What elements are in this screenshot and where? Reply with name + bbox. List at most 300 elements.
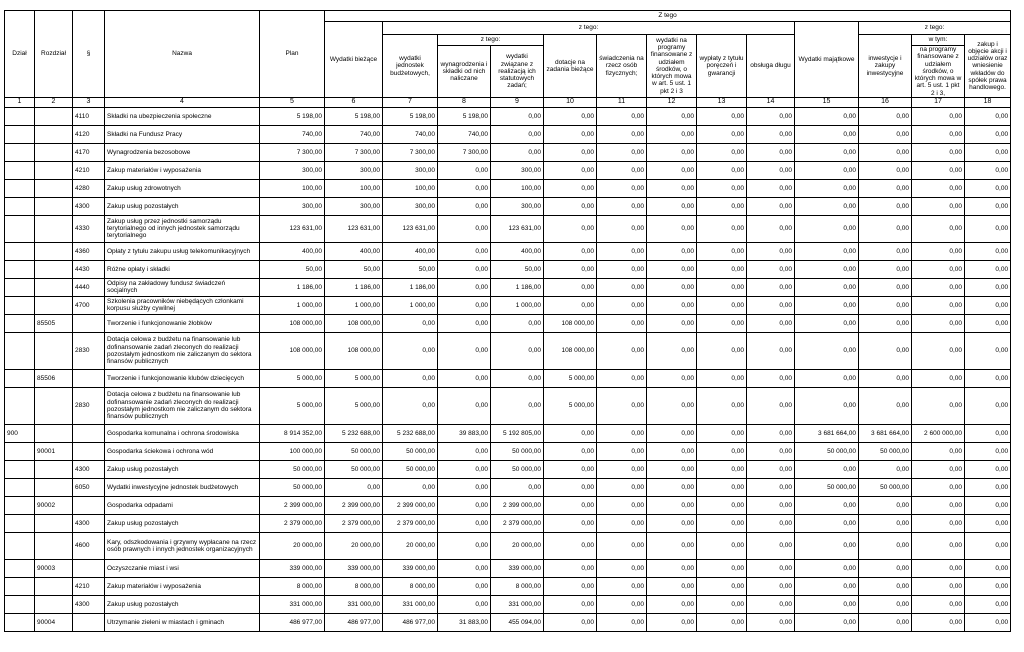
cell-rozdzial [35, 296, 73, 314]
cell-value-col-14: 0,00 [747, 179, 795, 197]
cell-value-col-14: 0,00 [747, 296, 795, 314]
cell-value-col-11: 0,00 [597, 424, 647, 442]
cell-nazwa: Zakup usług pozostałych [105, 460, 260, 478]
column-number: 9 [491, 97, 544, 107]
cell-value-col-7: 740,00 [383, 125, 438, 143]
cell-value-col-17: 0,00 [912, 278, 965, 296]
cell-paragraf: 4110 [73, 107, 105, 125]
cell-rozdzial [35, 332, 73, 369]
cell-value-col-14: 0,00 [747, 577, 795, 595]
cell-value-col-13: 0,00 [697, 314, 747, 332]
cell-value-col-14: 0,00 [747, 613, 795, 631]
cell-dzial [5, 296, 35, 314]
cell-value-col-13: 0,00 [697, 125, 747, 143]
cell-value-col-15: 0,00 [795, 143, 859, 161]
cell-value-col-10: 5 000,00 [544, 387, 597, 424]
table-row [5, 577, 1011, 595]
cell-dzial [5, 514, 35, 532]
cell-nazwa: Zakup usług przez jednostki samorządu terytorialnego od innych jednostek samorządu terytorialnego [105, 215, 260, 242]
cell-value-col-18: 0,00 [965, 613, 1011, 631]
cell-value-col-15: 0,00 [795, 242, 859, 260]
header-wydatki-programy: wydatki na programy finansowane z udziałem środków, o których mowa w art. 5 ust. 1 pkt 2 i 3 [647, 35, 697, 98]
cell-value-col-7: 123 631,00 [383, 215, 438, 242]
cell-value-col-8: 0,00 [438, 532, 491, 559]
cell-value-col-8: 7 300,00 [438, 143, 491, 161]
cell-value-col-11: 0,00 [597, 559, 647, 577]
cell-dzial [5, 143, 35, 161]
cell-dzial [5, 125, 35, 143]
cell-value-col-9: 0,00 [491, 143, 544, 161]
cell-dzial [5, 369, 35, 387]
cell-value-col-16: 0,00 [859, 514, 912, 532]
header-plan: Plan [260, 11, 325, 98]
cell-value-col-7: 20 000,00 [383, 532, 438, 559]
cell-value-col-11: 0,00 [597, 215, 647, 242]
cell-value-col-10: 0,00 [544, 260, 597, 278]
column-number: 5 [260, 97, 325, 107]
cell-value-col-7: 2 399 000,00 [383, 496, 438, 514]
column-number: 17 [912, 97, 965, 107]
cell-value-col-12: 0,00 [647, 215, 697, 242]
cell-nazwa: Kary, odszkodowania i grzywny wypłacane na rzecz osób prawnych i innych jednostek organizacyjnych [105, 532, 260, 559]
cell-value-col-14: 0,00 [747, 424, 795, 442]
cell-value-col-8: 5 198,00 [438, 107, 491, 125]
cell-value-col-16: 0,00 [859, 613, 912, 631]
cell-dzial [5, 215, 35, 242]
cell-value-col-6: 2 379 000,00 [325, 514, 383, 532]
cell-value-col-8: 0,00 [438, 577, 491, 595]
cell-value-col-8: 0,00 [438, 369, 491, 387]
cell-value-col-11: 0,00 [597, 514, 647, 532]
cell-rozdzial [35, 387, 73, 424]
cell-value-col-9: 0,00 [491, 369, 544, 387]
cell-value-col-6: 100,00 [325, 179, 383, 197]
column-number: 2 [35, 97, 73, 107]
cell-value-col-8: 0,00 [438, 332, 491, 369]
column-number: 16 [859, 97, 912, 107]
cell-value-col-12: 0,00 [647, 143, 697, 161]
cell-rozdzial: 90001 [35, 442, 73, 460]
cell-value-col-5: 5 198,00 [260, 107, 325, 125]
cell-value-col-16: 0,00 [859, 595, 912, 613]
cell-value-col-7: 7 300,00 [383, 143, 438, 161]
cell-value-col-18: 0,00 [965, 442, 1011, 460]
cell-dzial [5, 460, 35, 478]
cell-nazwa: Zakup usług zdrowotnych [105, 179, 260, 197]
cell-value-col-14: 0,00 [747, 125, 795, 143]
cell-value-col-13: 0,00 [697, 296, 747, 314]
cell-value-col-8: 0,00 [438, 296, 491, 314]
cell-value-col-5: 20 000,00 [260, 532, 325, 559]
cell-value-col-15: 50 000,00 [795, 442, 859, 460]
cell-value-col-11: 0,00 [597, 478, 647, 496]
cell-value-col-18: 0,00 [965, 314, 1011, 332]
cell-value-col-7: 0,00 [383, 332, 438, 369]
cell-value-col-12: 0,00 [647, 478, 697, 496]
cell-value-col-9: 331 000,00 [491, 595, 544, 613]
cell-value-col-12: 0,00 [647, 442, 697, 460]
cell-value-col-11: 0,00 [597, 107, 647, 125]
cell-value-col-15: 0,00 [795, 296, 859, 314]
cell-value-col-14: 0,00 [747, 478, 795, 496]
cell-value-col-8: 0,00 [438, 514, 491, 532]
cell-value-col-11: 0,00 [597, 242, 647, 260]
cell-value-col-17: 0,00 [912, 496, 965, 514]
cell-value-col-5: 339 000,00 [260, 559, 325, 577]
table-row [5, 278, 1011, 296]
cell-value-col-6: 5 198,00 [325, 107, 383, 125]
cell-rozdzial [35, 179, 73, 197]
cell-value-col-5: 5 000,00 [260, 387, 325, 424]
cell-value-col-12: 0,00 [647, 369, 697, 387]
cell-value-col-13: 0,00 [697, 595, 747, 613]
cell-paragraf [73, 369, 105, 387]
cell-value-col-15: 0,00 [795, 514, 859, 532]
cell-value-col-17: 0,00 [912, 442, 965, 460]
cell-value-col-15: 0,00 [795, 197, 859, 215]
cell-value-col-17: 0,00 [912, 296, 965, 314]
cell-value-col-12: 0,00 [647, 532, 697, 559]
cell-value-col-12: 0,00 [647, 460, 697, 478]
cell-value-col-6: 300,00 [325, 161, 383, 179]
cell-nazwa: Zakup materiałów i wyposażenia [105, 161, 260, 179]
cell-value-col-18: 0,00 [965, 577, 1011, 595]
cell-rozdzial [35, 125, 73, 143]
cell-value-col-18: 0,00 [965, 514, 1011, 532]
cell-nazwa: Utrzymanie zieleni w miastach i gminach [105, 613, 260, 631]
cell-value-col-15: 3 681 664,00 [795, 424, 859, 442]
cell-value-col-14: 0,00 [747, 559, 795, 577]
cell-value-col-18: 0,00 [965, 424, 1011, 442]
cell-value-col-6: 486 977,00 [325, 613, 383, 631]
cell-value-col-12: 0,00 [647, 179, 697, 197]
cell-value-col-15: 0,00 [795, 278, 859, 296]
cell-dzial [5, 332, 35, 369]
cell-value-col-17: 0,00 [912, 532, 965, 559]
cell-value-col-6: 8 000,00 [325, 577, 383, 595]
cell-value-col-7: 5 198,00 [383, 107, 438, 125]
cell-rozdzial [35, 460, 73, 478]
cell-value-col-11: 0,00 [597, 387, 647, 424]
cell-value-col-13: 0,00 [697, 278, 747, 296]
cell-value-col-17: 0,00 [912, 577, 965, 595]
cell-value-col-10: 108 000,00 [544, 314, 597, 332]
cell-value-col-13: 0,00 [697, 107, 747, 125]
cell-dzial: 900 [5, 424, 35, 442]
column-number: 13 [697, 97, 747, 107]
cell-value-col-10: 0,00 [544, 595, 597, 613]
cell-value-col-6: 5 000,00 [325, 387, 383, 424]
cell-value-col-13: 0,00 [697, 613, 747, 631]
cell-value-col-6: 740,00 [325, 125, 383, 143]
cell-value-col-5: 2 399 000,00 [260, 496, 325, 514]
cell-value-col-10: 0,00 [544, 559, 597, 577]
cell-value-col-16: 0,00 [859, 314, 912, 332]
cell-value-col-6: 339 000,00 [325, 559, 383, 577]
cell-value-col-15: 0,00 [795, 107, 859, 125]
cell-value-col-5: 5 000,00 [260, 369, 325, 387]
table-row [5, 197, 1011, 215]
cell-rozdzial: 85505 [35, 314, 73, 332]
cell-nazwa: Zakup usług pozostałych [105, 514, 260, 532]
cell-value-col-8: 0,00 [438, 559, 491, 577]
cell-value-col-13: 0,00 [697, 532, 747, 559]
cell-paragraf: 4360 [73, 242, 105, 260]
header-paragraf: § [73, 11, 105, 98]
cell-value-col-10: 0,00 [544, 215, 597, 242]
cell-value-col-6: 50 000,00 [325, 460, 383, 478]
column-number-row [5, 97, 1011, 107]
cell-value-col-7: 300,00 [383, 197, 438, 215]
cell-value-col-9: 0,00 [491, 314, 544, 332]
cell-value-col-13: 0,00 [697, 442, 747, 460]
cell-value-col-5: 123 631,00 [260, 215, 325, 242]
cell-paragraf: 6050 [73, 478, 105, 496]
cell-value-col-15: 0,00 [795, 215, 859, 242]
cell-dzial [5, 496, 35, 514]
cell-paragraf: 4430 [73, 260, 105, 278]
column-number: 10 [544, 97, 597, 107]
cell-value-col-7: 0,00 [383, 387, 438, 424]
cell-value-col-11: 0,00 [597, 125, 647, 143]
cell-value-col-9: 50,00 [491, 260, 544, 278]
cell-value-col-10: 0,00 [544, 613, 597, 631]
header-rozdzial: Rozdział [35, 11, 73, 98]
cell-value-col-13: 0,00 [697, 514, 747, 532]
cell-value-col-12: 0,00 [647, 613, 697, 631]
header-z-tego-jednostek: z tego: [438, 35, 544, 46]
cell-paragraf: 4210 [73, 577, 105, 595]
cell-value-col-18: 0,00 [965, 532, 1011, 559]
cell-value-col-12: 0,00 [647, 514, 697, 532]
cell-value-col-7: 2 379 000,00 [383, 514, 438, 532]
cell-value-col-16: 0,00 [859, 179, 912, 197]
cell-value-col-5: 300,00 [260, 161, 325, 179]
cell-value-col-5: 1 186,00 [260, 278, 325, 296]
cell-rozdzial [35, 514, 73, 532]
table-row [5, 496, 1011, 514]
cell-rozdzial [35, 595, 73, 613]
table-row [5, 125, 1011, 143]
cell-value-col-8: 0,00 [438, 215, 491, 242]
cell-value-col-6: 50,00 [325, 260, 383, 278]
cell-dzial [5, 314, 35, 332]
cell-value-col-15: 0,00 [795, 179, 859, 197]
cell-value-col-9: 123 631,00 [491, 215, 544, 242]
cell-value-col-14: 0,00 [747, 215, 795, 242]
cell-value-col-16: 0,00 [859, 260, 912, 278]
cell-nazwa: Wydatki inwestycyjne jednostek budżetowych [105, 478, 260, 496]
cell-value-col-9: 300,00 [491, 197, 544, 215]
cell-value-col-17: 0,00 [912, 460, 965, 478]
cell-value-col-13: 0,00 [697, 215, 747, 242]
cell-value-col-5: 7 300,00 [260, 143, 325, 161]
table-row [5, 107, 1011, 125]
cell-value-col-13: 0,00 [697, 496, 747, 514]
cell-value-col-5: 740,00 [260, 125, 325, 143]
cell-value-col-17: 0,00 [912, 514, 965, 532]
cell-value-col-16: 50 000,00 [859, 478, 912, 496]
cell-value-col-12: 0,00 [647, 332, 697, 369]
cell-dzial [5, 278, 35, 296]
column-number: 18 [965, 97, 1011, 107]
cell-value-col-12: 0,00 [647, 496, 697, 514]
cell-value-col-10: 0,00 [544, 179, 597, 197]
cell-paragraf: 4440 [73, 278, 105, 296]
cell-value-col-5: 331 000,00 [260, 595, 325, 613]
table-row [5, 387, 1011, 424]
cell-paragraf: 4170 [73, 143, 105, 161]
cell-value-col-11: 0,00 [597, 577, 647, 595]
cell-value-col-12: 0,00 [647, 197, 697, 215]
cell-value-col-8: 0,00 [438, 179, 491, 197]
cell-value-col-5: 50,00 [260, 260, 325, 278]
cell-paragraf: 4120 [73, 125, 105, 143]
cell-value-col-12: 0,00 [647, 577, 697, 595]
column-number: 3 [73, 97, 105, 107]
cell-value-col-8: 0,00 [438, 478, 491, 496]
cell-paragraf: 4210 [73, 161, 105, 179]
cell-value-col-9: 300,00 [491, 161, 544, 179]
cell-value-col-11: 0,00 [597, 143, 647, 161]
cell-value-col-17: 0,00 [912, 179, 965, 197]
cell-value-col-16: 0,00 [859, 460, 912, 478]
table-row [5, 369, 1011, 387]
header-wyplaty: wypłaty z tytułu poręczeń i gwarancji [697, 35, 747, 98]
cell-value-col-8: 0,00 [438, 278, 491, 296]
cell-value-col-13: 0,00 [697, 179, 747, 197]
cell-value-col-16: 0,00 [859, 215, 912, 242]
cell-value-col-14: 0,00 [747, 197, 795, 215]
cell-value-col-10: 0,00 [544, 161, 597, 179]
cell-rozdzial [35, 478, 73, 496]
cell-value-col-15: 0,00 [795, 559, 859, 577]
cell-value-col-17: 0,00 [912, 369, 965, 387]
cell-value-col-5: 400,00 [260, 242, 325, 260]
cell-value-col-13: 0,00 [697, 332, 747, 369]
cell-value-col-18: 0,00 [965, 387, 1011, 424]
cell-rozdzial [35, 107, 73, 125]
cell-value-col-9: 50 000,00 [491, 460, 544, 478]
cell-value-col-9: 50 000,00 [491, 442, 544, 460]
cell-value-col-10: 0,00 [544, 278, 597, 296]
cell-value-col-16: 0,00 [859, 161, 912, 179]
cell-value-col-6: 1 186,00 [325, 278, 383, 296]
cell-value-col-9: 2 399 000,00 [491, 496, 544, 514]
column-number: 14 [747, 97, 795, 107]
cell-value-col-13: 0,00 [697, 369, 747, 387]
cell-value-col-15: 0,00 [795, 496, 859, 514]
cell-value-col-7: 5 232 688,00 [383, 424, 438, 442]
cell-value-col-11: 0,00 [597, 161, 647, 179]
cell-value-col-6: 7 300,00 [325, 143, 383, 161]
cell-paragraf: 2830 [73, 387, 105, 424]
table-row [5, 442, 1011, 460]
cell-value-col-11: 0,00 [597, 260, 647, 278]
cell-value-col-17: 0,00 [912, 332, 965, 369]
table-header [5, 11, 1011, 108]
cell-value-col-14: 0,00 [747, 387, 795, 424]
table-row [5, 296, 1011, 314]
cell-value-col-5: 100 000,00 [260, 442, 325, 460]
cell-value-col-15: 0,00 [795, 387, 859, 424]
cell-value-col-14: 0,00 [747, 369, 795, 387]
cell-value-col-12: 0,00 [647, 107, 697, 125]
cell-value-col-8: 0,00 [438, 161, 491, 179]
cell-value-col-8: 31 883,00 [438, 613, 491, 631]
cell-value-col-10: 0,00 [544, 242, 597, 260]
cell-paragraf: 4700 [73, 296, 105, 314]
cell-value-col-18: 0,00 [965, 478, 1011, 496]
cell-value-col-15: 50 000,00 [795, 478, 859, 496]
cell-value-col-13: 0,00 [697, 143, 747, 161]
cell-dzial [5, 577, 35, 595]
cell-value-col-18: 0,00 [965, 278, 1011, 296]
table-row [5, 460, 1011, 478]
cell-value-col-7: 50 000,00 [383, 460, 438, 478]
table-row [5, 613, 1011, 631]
cell-value-col-12: 0,00 [647, 260, 697, 278]
cell-value-col-11: 0,00 [597, 296, 647, 314]
cell-value-col-8: 0,00 [438, 595, 491, 613]
cell-dzial [5, 242, 35, 260]
cell-value-col-10: 0,00 [544, 478, 597, 496]
cell-value-col-11: 0,00 [597, 197, 647, 215]
cell-paragraf: 4300 [73, 595, 105, 613]
cell-value-col-10: 5 000,00 [544, 369, 597, 387]
cell-dzial [5, 260, 35, 278]
cell-paragraf: 4280 [73, 179, 105, 197]
cell-value-col-7: 1 186,00 [383, 278, 438, 296]
cell-value-col-12: 0,00 [647, 242, 697, 260]
cell-nazwa: Odpisy na zakładowy fundusz świadczeń socjalnych [105, 278, 260, 296]
table-row [5, 424, 1011, 442]
cell-value-col-17: 0,00 [912, 125, 965, 143]
cell-value-col-12: 0,00 [647, 559, 697, 577]
cell-value-col-9: 0,00 [491, 125, 544, 143]
cell-nazwa: Tworzenie i funkcjonowanie klubów dziecięcych [105, 369, 260, 387]
cell-value-col-8: 0,00 [438, 242, 491, 260]
cell-value-col-18: 0,00 [965, 215, 1011, 242]
cell-value-col-10: 0,00 [544, 296, 597, 314]
cell-paragraf [73, 496, 105, 514]
cell-nazwa: Zakup usług pozostałych [105, 197, 260, 215]
cell-rozdzial [35, 424, 73, 442]
cell-value-col-14: 0,00 [747, 242, 795, 260]
cell-value-col-5: 1 000,00 [260, 296, 325, 314]
cell-value-col-16: 0,00 [859, 296, 912, 314]
cell-value-col-13: 0,00 [697, 260, 747, 278]
cell-value-col-16: 0,00 [859, 143, 912, 161]
cell-dzial [5, 532, 35, 559]
header-obsluga-dlugu: obsługa długu [747, 35, 795, 98]
cell-nazwa: Gospodarka komunalna i ochrona środowiska [105, 424, 260, 442]
cell-value-col-17: 0,00 [912, 613, 965, 631]
cell-value-col-7: 100,00 [383, 179, 438, 197]
cell-value-col-15: 0,00 [795, 460, 859, 478]
cell-rozdzial [35, 197, 73, 215]
cell-value-col-10: 0,00 [544, 424, 597, 442]
cell-value-col-15: 0,00 [795, 577, 859, 595]
cell-rozdzial [35, 577, 73, 595]
cell-value-col-11: 0,00 [597, 369, 647, 387]
cell-value-col-7: 300,00 [383, 161, 438, 179]
cell-value-col-14: 0,00 [747, 514, 795, 532]
table-row [5, 314, 1011, 332]
cell-value-col-11: 0,00 [597, 332, 647, 369]
cell-paragraf: 4600 [73, 532, 105, 559]
cell-value-col-12: 0,00 [647, 424, 697, 442]
